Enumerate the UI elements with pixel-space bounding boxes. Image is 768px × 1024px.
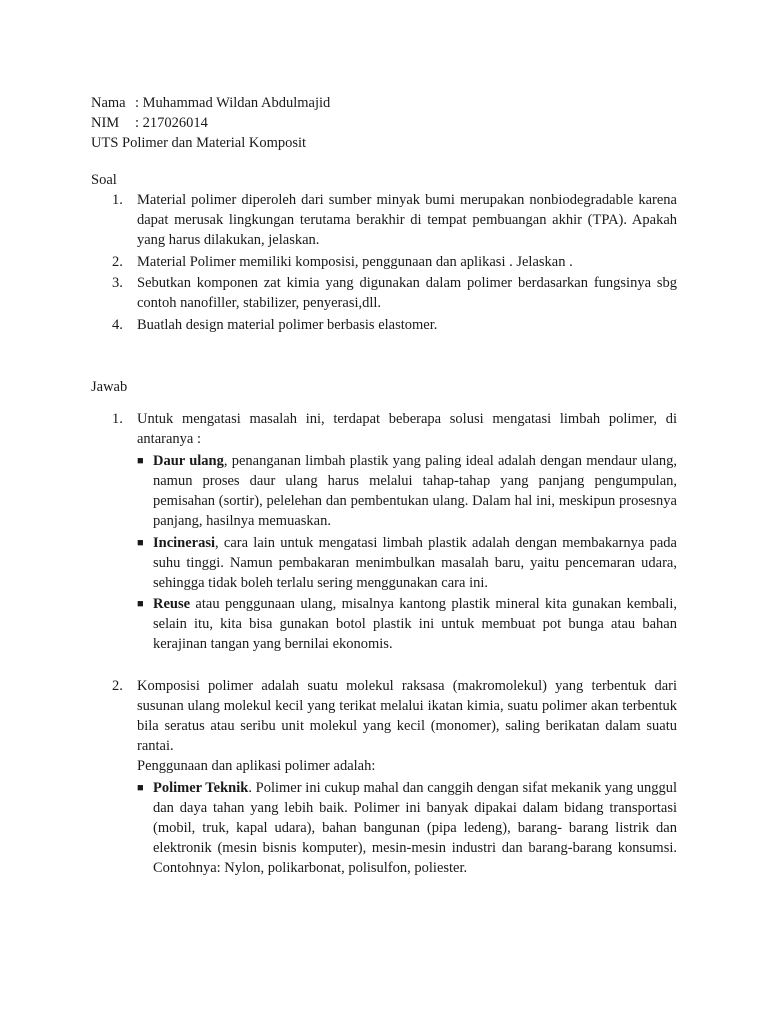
course-title: UTS Polimer dan Material Komposit: [91, 135, 307, 151]
item-text: Material Polimer memiliki komposisi, penggunaan dan aplikasi . Jelaskan .: [137, 254, 573, 270]
bullet-term: Polimer Teknik: [153, 780, 249, 796]
item-text: Buatlah design material polimer berbasis elastomer.: [137, 317, 438, 333]
answer-intro: Untuk mengatasi masalah ini, terdapat beberapa solusi mengatasi limbah polimer, di antaranya :: [137, 411, 677, 447]
name-value: : Muhammad Wildan Abdulmajid: [135, 95, 331, 111]
item-number: 1.: [112, 192, 123, 208]
bullet-text: atau penggunaan ulang, misalnya kantong plastik mineral kita gunakan kembali, selain itu, kita bisa gunakan botol plastik ini untuk membuat pot bunga atau bahan kerajinan tangan yang bernilai ekonomis.: [153, 596, 677, 652]
jawab-heading: Jawab: [91, 379, 128, 395]
bullet-term: Daur ulang: [153, 453, 224, 469]
item-text: Material polimer diperoleh dari sumber minyak bumi merupakan nonbiodegradable karena dapat merusak lingkungan terutama berakhir di tempat pembuangan akhir (TPA). Apakah yang harus dilakukan, jelaskan.: [137, 192, 677, 248]
nim-value: : 217026014: [135, 115, 208, 131]
answer-2: [112, 676, 677, 776]
item-number: 3.: [112, 275, 123, 291]
answer-1: [112, 409, 677, 449]
bullet-text: . Polimer ini cukup mahal dan canggih dengan sifat mekanik yang unggul dan daya tahan yang lebih baik. Polimer ini banyak dipakai dalam bidang transportasi (mobil, truk, kapal udara), bahan bangunan (pipa ledeng), barang- barang listrik dan elektronik (mesin bisnis komputer), mesin-mesin industri dan barang-barang konsumsi. Contohnya: Nylon, polikarbonat, polisulfon, poliester.: [153, 780, 677, 876]
name-line: [91, 93, 677, 113]
square-bullet-icon: ■: [137, 598, 144, 610]
bullet-term: Reuse: [153, 596, 191, 612]
name-label: Nama: [91, 95, 126, 111]
student-header: [91, 93, 677, 153]
answer-intro: Komposisi polimer adalah suatu molekul raksasa (makromolekul) yang terbentuk dari susunan ulang molekul kecil yang terikat melalui ikatan kimia, suatu polimer akan terbentuk bila seratus atau seribu unit molekul yang kecil (monomer), saling berikatan dalam suatu rantai.: [137, 678, 677, 754]
item-number: 2.: [112, 254, 123, 270]
nim-label: NIM: [91, 115, 120, 131]
item-text: Sebutkan komponen zat kimia yang digunakan dalam polimer berdasarkan fungsinya sbg contoh nanofiller, stabilizer, penyerasi,dll.: [137, 275, 677, 311]
square-bullet-icon: ■: [137, 782, 144, 794]
item-number: 1.: [112, 411, 123, 427]
bullet-term: Incinerasi: [153, 535, 216, 551]
square-bullet-icon: ■: [137, 537, 144, 549]
soal-item: [112, 252, 677, 272]
soal-item: [112, 273, 677, 313]
nim-line: [91, 113, 677, 133]
bullet-item: [137, 451, 677, 531]
answer-subheading: Penggunaan dan aplikasi polimer adalah:: [137, 758, 376, 774]
soal-item: [112, 315, 677, 335]
bullet-text: , cara lain untuk mengatasi limbah plastik adalah dengan membakarnya pada suhu tinggi. Namun pembakaran menimbulkan masalah baru, yaitu pencemaran udara, sehingga tidak boleh terlalu sering menggunakan cara ini.: [153, 535, 677, 591]
bullet-item: [137, 594, 677, 654]
bullet-item: [137, 533, 677, 593]
square-bullet-icon: ■: [137, 455, 144, 467]
bullet-text: , penanganan limbah plastik yang paling ideal adalah dengan mendaur ulang, namun proses daur ulang harus melalui tahap-tahap yang panjang pengumpulan, pemisahan (sortir), pelelehan dan pembentukan ulang. Dalam hal ini, meskipun prosesnya panjang, hasilnya memuaskan.: [153, 453, 678, 529]
bullet-item: [137, 778, 677, 878]
item-number: 2.: [112, 678, 123, 694]
soal-heading: Soal: [91, 172, 117, 188]
item-number: 4.: [112, 317, 123, 333]
soal-item: [112, 190, 677, 250]
